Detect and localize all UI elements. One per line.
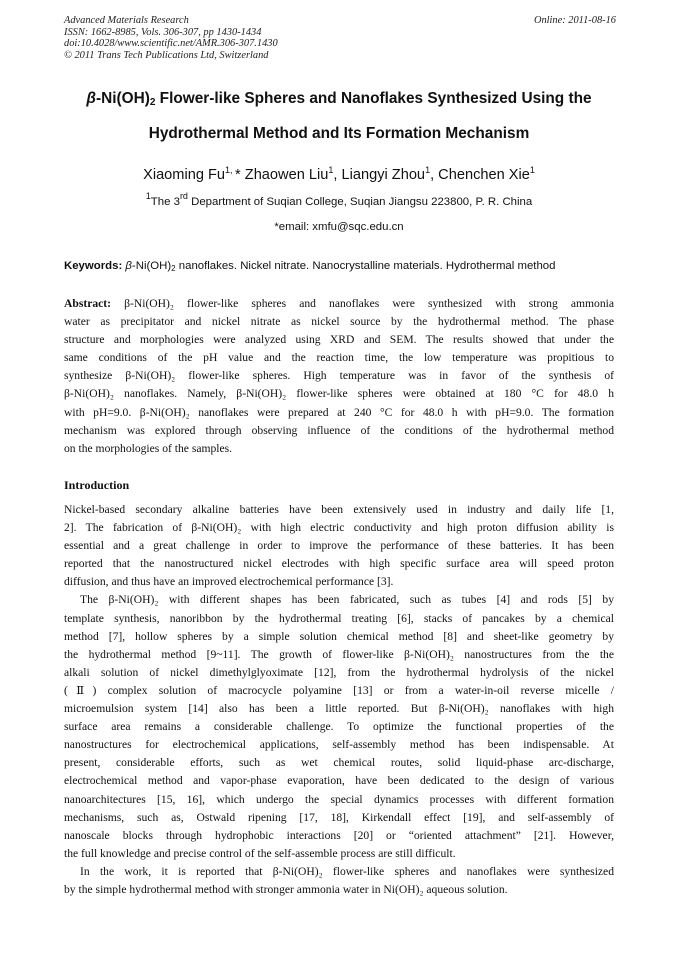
intro-line: mechanisms, such as, Ostwald ripening [17, 18], Kirkendall effect [19], and self-assembly of bbox=[64, 810, 614, 824]
author-3: , Liangyi Zhou bbox=[333, 167, 426, 183]
affil-post: Department of Suqian College, Suqian Jiangsu 223800, P. R. China bbox=[187, 196, 533, 208]
abstract bbox=[64, 295, 614, 458]
abstract-line: same conditions of the pH value and the reaction time, the low temperature was propitious to bbox=[64, 351, 614, 365]
title-subscript: 2 bbox=[149, 97, 156, 108]
abstract-label: Abstract: bbox=[64, 297, 112, 310]
journal-name: Advanced Materials Research bbox=[64, 15, 189, 26]
abstract-line: on the morphologies of the samples. bbox=[64, 441, 233, 455]
keywords-label: Keywords: bbox=[64, 260, 123, 272]
affil-ordinal: rd bbox=[179, 191, 188, 201]
abstract-line: with pH=9.0. β-Ni(OH)₂ nanoflakes were prepared at 240 °C for 48.0 h with pH=9.0. The formation bbox=[64, 405, 614, 419]
title-beta: β bbox=[86, 90, 96, 107]
intro-line: (Ⅱ) complex solution of macrocycle polyamine [13] or from a water-in-oil reverse micelle / bbox=[64, 683, 614, 697]
intro-line: nanoarchitectures [15, 16], which undergo the special dynamics processes with different formation bbox=[64, 792, 614, 806]
section-heading-introduction: Introduction bbox=[64, 478, 130, 492]
intro-line: reported that the nanostructured nickel electrodes with high specific surface area will speed proton bbox=[64, 557, 614, 571]
intro-line: diffusion, and thus have an improved electrochemical performance [3]. bbox=[64, 575, 394, 589]
keywords-rest: nanoflakes. Nickel nitrate. Nanocrystalline materials. Hydrothermal method bbox=[175, 260, 556, 272]
abstract-line: Abstract: β-Ni(OH)₂ flower-like spheres and nanoflakes were synthesized with strong ammonia bbox=[64, 297, 614, 310]
introduction-body bbox=[64, 501, 614, 899]
intro-line: the full knowledge and precise control of the self-assemble process are still difficult. bbox=[64, 846, 456, 860]
author-4-affil: 1 bbox=[529, 165, 535, 175]
author-2-affil: 1 bbox=[328, 165, 334, 175]
copyright-line: © 2011 Trans Tech Publications Ltd, Switzerland bbox=[64, 49, 269, 61]
title-formula: -Ni(OH) bbox=[95, 90, 150, 107]
intro-line: electrochemical method and vapor-phase evaporation, have been dedicated to the design of various bbox=[64, 774, 614, 788]
title-rest: Flower-like Spheres and Nanoflakes Synthesized Using the bbox=[155, 90, 592, 107]
affiliation bbox=[40, 191, 638, 208]
intro-line: nanoscale blocks through hydrophobic interactions [20] or “oriented attachment” [21]. However, bbox=[64, 828, 614, 842]
abstract-line: mechanism was explored through observing influence of the conditions of the hydrothermal method bbox=[64, 423, 614, 437]
intro-line: 2]. The fabrication of β-Ni(OH)₂ with high electric conductivity and high proton diffusion ability is bbox=[64, 521, 614, 535]
intro-line: alkali solution of nickel dimethylglyoximate [12], from the hydrothermal hydrolysis of the nickel bbox=[64, 665, 614, 679]
intro-line: method [7], hollow spheres by a simple solution chemical method [8] and sheet-like geometry by bbox=[64, 629, 614, 643]
doi-line: doi:10.4028/www.scientific.net/AMR.306-307.1430 bbox=[64, 38, 278, 50]
keywords-beta: β bbox=[125, 260, 132, 272]
author-3-affil: 1 bbox=[425, 165, 431, 175]
abstract-line: structure and morphologies were analyzed using XRD and SEM. The results showed that under the bbox=[64, 333, 614, 347]
intro-line: essential and a great challenge in order to improve the performance of these batteries. It has been bbox=[64, 539, 614, 553]
author-4: , Chenchen Xie bbox=[430, 167, 530, 183]
intro-line: surface area remains a considerable challenge. To optimize the functional properties of the bbox=[64, 720, 614, 734]
intro-line: present, considerable efforts, such as wet chemical routes, solid liquid-phase arc-discharge, bbox=[64, 756, 614, 770]
intro-line: by the simple hydrothermal method with stronger ammonia water in Ni(OH)₂ aqueous solution. bbox=[64, 882, 508, 896]
author-1-affil: 1, bbox=[225, 165, 236, 175]
intro-line: nanostructures for electrochemical applications, self-assembly method has been indispensable. At bbox=[64, 738, 614, 752]
keywords-subscript: 2 bbox=[171, 264, 176, 273]
intro-line: the hydrothermal method [9~11]. The growth of flower-like β-Ni(OH)₂ nanostructures from the the bbox=[64, 647, 614, 661]
paper-title-line-2: Hydrothermal Method and Its Formation Mechanism bbox=[148, 125, 530, 142]
author-list bbox=[40, 167, 638, 183]
paper-title-line-1 bbox=[40, 90, 638, 108]
affil-number: 1 bbox=[145, 191, 151, 201]
abstract-line: water as precipitator and nickel nitrate as nickel source by the hydrothermal method. The phase bbox=[64, 315, 614, 329]
publication-info bbox=[64, 15, 278, 61]
online-date: Online: 2011-08-16 bbox=[533, 15, 616, 26]
keywords bbox=[64, 260, 620, 272]
issn-line: ISSN: 1662-8985, Vols. 306-307, pp 1430-1434 bbox=[64, 26, 262, 38]
intro-line: In the work, it is reported that β-Ni(OH)₂ flower-like spheres and nanoflakes were synthesized bbox=[80, 864, 614, 878]
intro-line: The β-Ni(OH)₂ with different shapes has been fabricated, such as tubes [4] and rods [5] by bbox=[80, 593, 614, 607]
intro-line: microemulsion system [14] also has been a little reported. But β-Ni(OH)₂ nanoflakes with high bbox=[64, 702, 614, 716]
abstract-line: β-Ni(OH)₂ nanoflakes. Namely, β-Ni(OH)₂ flower-like spheres were obtained at 180 °C for 48.0 h bbox=[64, 387, 614, 401]
abstract-line: synthesize β-Ni(OH)₂ flower-like spheres. High temperature was in favor of the synthesis of bbox=[64, 369, 614, 383]
author-2: * Zhaowen Liu bbox=[235, 167, 329, 183]
contact-email: *email: xmfu@sqc.edu.cn bbox=[274, 221, 404, 233]
intro-line: template synthesis, nanoribbon by the hydrothermal treating [6], stacks of pancakes by a chemical bbox=[64, 611, 614, 625]
intro-line: Nickel-based secondary alkaline batteries have been extensively used in industry and daily life [1, bbox=[64, 503, 614, 516]
keywords-formula: -Ni(OH) bbox=[131, 260, 172, 272]
author-1: Xiaoming Fu bbox=[143, 167, 226, 183]
affil-pre: The 3 bbox=[150, 196, 180, 208]
